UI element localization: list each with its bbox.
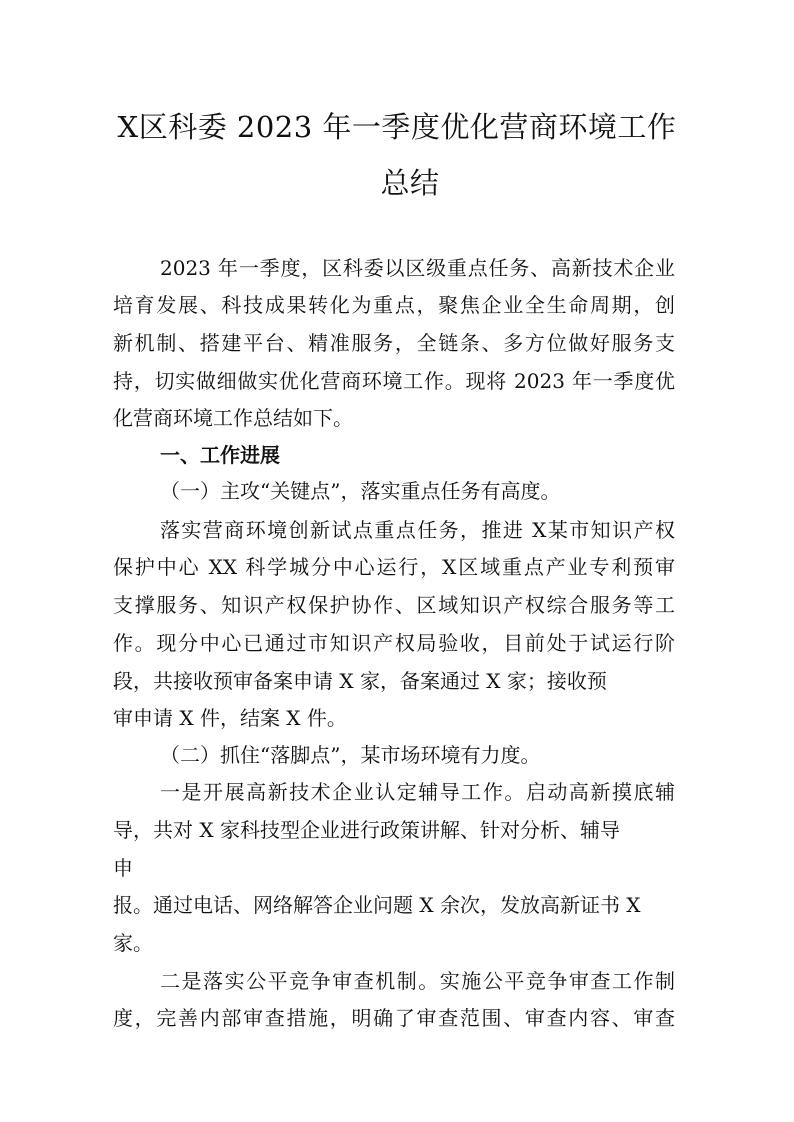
paragraph-line: 作。现分中心已通过市知识产权局验收，目前处于试运行阶 [113,631,675,655]
document-title-line-1: X区科委 2023 年一季度优化营商环境工作 [117,110,677,144]
paragraph-line: 新机制、搭建平台、精准服务，全链条、多方位做好服务支 [113,331,675,355]
paragraph-line: 化营商环境工作总结如下。 [113,406,353,430]
paragraph-line: 支撑服务、知识产权保护协作、区域知识产权综合服务等工 [113,593,675,617]
subsection-heading: （二）抓住“落脚点”，某市场环境有力度。 [160,743,541,767]
paragraph-line: 导，共对 X 家科技型企业进行政策讲解、针对分析、辅导 [113,818,620,842]
paragraph-line: 报。通过电话、网络解答企业问题 X 余次，发放高新证书 X [113,893,641,917]
paragraph-line: 一是开展高新技术企业认定辅导工作。启动高新摸底辅 [160,780,675,804]
section-heading: 一、工作进展 [160,443,280,467]
paragraph-line: 培育发展、科技成果转化为重点，聚焦企业全生命周期，创 [113,293,675,317]
paragraph-line: 段，共接收预审备案申请 X 家，备案通过 X 家；接收预 [113,669,607,693]
paragraph-line: 审申请 X 件，结案 X 件。 [113,706,347,730]
paragraph-line: 申 [113,856,133,880]
subsection-heading: （一）主攻“关键点”，落实重点任务有高度。 [160,479,561,503]
document-title-line-2: 总结 [380,166,440,200]
paragraph-line: 保护中心 XX 科学城分中心运行，X区域重点产业专利预审 [113,555,675,579]
paragraph-line: 度，完善内部审查措施，明确了审查范围、审查内容、审查 [113,1006,675,1030]
paragraph-line: 2023 年一季度，区科委以区级重点任务、高新技术企业 [160,256,675,280]
paragraph-line: 家。 [113,931,153,955]
paragraph-line: 二是落实公平竞争审查机制。实施公平竞争审查工作制 [160,969,675,993]
paragraph-line: 持，切实做细做实优化营商环境工作。现将 2023 年一季度优 [113,369,675,393]
paragraph-line: 落实营商环境创新试点重点任务，推进 X某市知识产权 [160,518,675,542]
